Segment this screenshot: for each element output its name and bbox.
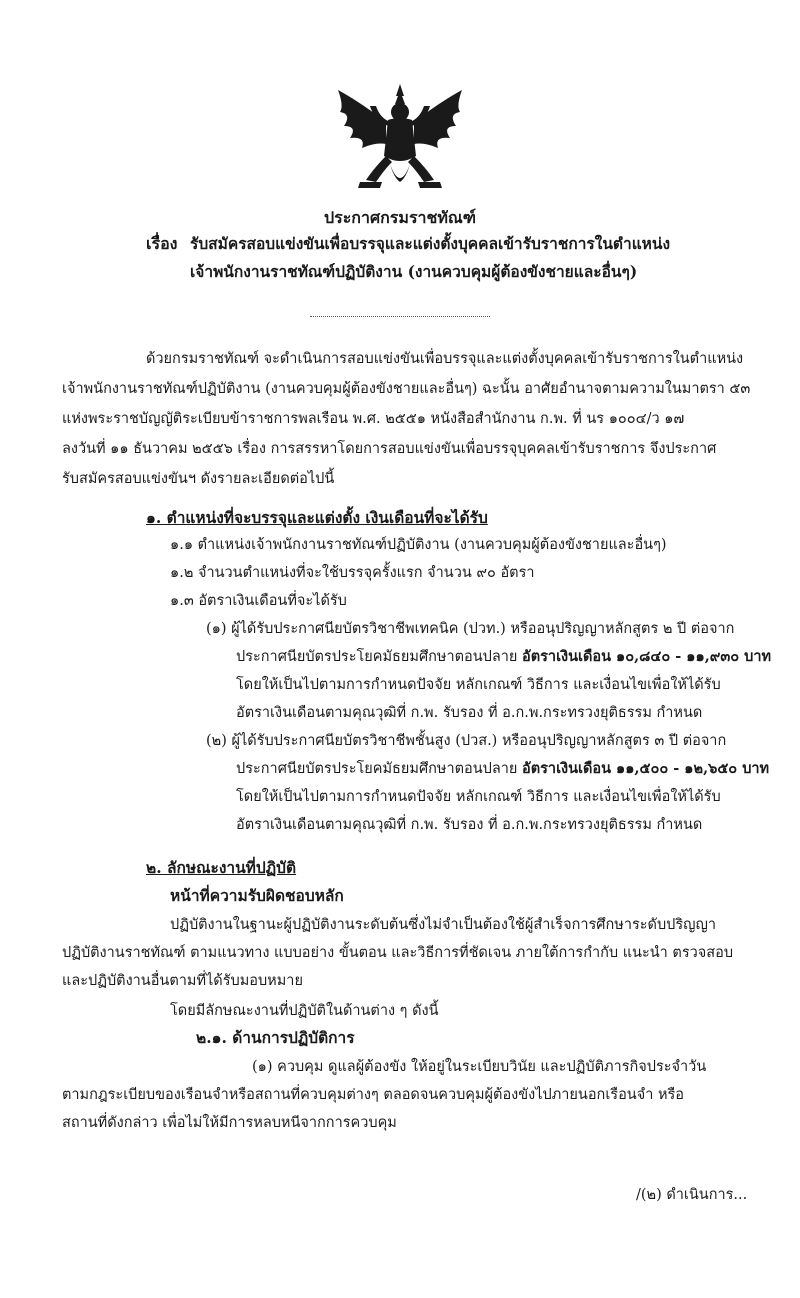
intro-line-5: รับสมัครสอบแข่งขันฯ ดังรายละเอียดต่อไปนี้ (62, 471, 335, 487)
salary-option-1-line-2 (236, 646, 771, 668)
salary-option-2-line-4: อัตราเงินเดือนตามคุณวุฒิที่ ก.พ. รับรอง ที่ อ.ก.พ.กระทรวงยุติธรรม กำหนด (236, 817, 703, 833)
salary-option-2-line-3: โดยให้เป็นไปตามการกำหนดปัจจัย หลักเกณฑ์ วิธีการ และเงื่อนไขเพื่อให้ได้รับ (236, 789, 721, 805)
subject-line-2: เจ้าพนักงานราชทัณฑ์ปฏิบัติงาน (งานควบคุมผู้ต้องขังชายและอื่นๆ) (190, 262, 638, 281)
salary-option-2-qualification: ประกาศนียบัตรประโยคมัธยมศึกษาตอนปลาย (236, 761, 523, 777)
section-1-item-1: ๑.๑ ตำแหน่งเจ้าพนักงานราชทัณฑ์ปฏิบัติงาน (งานควบคุมผู้ต้องขังชายและอื่นๆ) (170, 537, 667, 553)
salary-option-1-qualification: ประกาศนียบัตรประโยคมัธยมศึกษาตอนปลาย (236, 649, 523, 665)
salary-option-2-line-2 (236, 758, 769, 780)
duties-line-2: ปฏิบัติงานราชทัณฑ์ ตามแนวทาง แบบอย่าง ขั้นตอน และวิธีการที่ชัดเจน ภายใต้การกำกับ แนะนำ ตรวจสอบ (62, 945, 734, 961)
announcement-title: ประกาศกรมราชทัณฑ์ (323, 208, 477, 227)
operations-item-1-line-3: สถานที่ดังกล่าว เพื่อไม่ให้มีการหลบหนีจากการควบคุม (62, 1115, 397, 1131)
page-continuation: /(๒) ดำเนินการ... (636, 1187, 748, 1203)
intro-line-4: ลงวันที่ ๑๑ ธันวาคม ๒๕๕๖ เรื่อง การสรรหาโดยการสอบแข่งขันเพื่อบรรจุบุคคลเข้ารับราชการ จึงประกาศ (62, 441, 717, 457)
salary-option-2-rate: อัตราเงินเดือน ๑๑,๕๐๐ - ๑๒,๖๕๐ บาท (522, 760, 770, 777)
header-divider (310, 316, 490, 317)
subject-line-1: รับสมัครสอบแข่งขันเพื่อบรรจุและแต่งตั้งบุคคลเข้ารับราชการในตำแหน่ง (190, 234, 671, 253)
section-2-subheading: หน้าที่ความรับผิดชอบหลัก (170, 886, 344, 905)
salary-option-2-line-1: (๒) ผู้ได้รับประกาศนียบัตรวิชาชีพชั้นสูง (ปวส.) หรืออนุปริญญาหลักสูตร ๓ ปี ต่อจาก (206, 733, 727, 749)
garuda-emblem-icon (330, 82, 470, 200)
salary-option-1-rate: อัตราเงินเดือน ๑๐,๘๔๐ - ๑๑,๙๓๐ บาท (522, 648, 772, 665)
salary-option-1-line-4: อัตราเงินเดือนตามคุณวุฒิที่ ก.พ. รับรอง ที่ อ.ก.พ.กระทรวงยุติธรรม กำหนด (236, 705, 703, 721)
subject-label: เรื่อง (146, 234, 178, 253)
operations-heading: ๒.๑. ด้านการปฏิบัติการ (196, 1028, 355, 1047)
operations-item-1-line-2: ตามกฎระเบียบของเรือนจำหรือสถานที่ควบคุมต่างๆ ตลอดจนควบคุมผู้ต้องขังไปภายนอกเรือนจำ หรือ (62, 1087, 684, 1103)
salary-option-1-line-3: โดยให้เป็นไปตามการกำหนดปัจจัย หลักเกณฑ์ วิธีการ และเงื่อนไขเพื่อให้ได้รับ (236, 677, 721, 693)
section-2-heading: ๒. ลักษณะงานที่ปฏิบัติ (146, 858, 297, 877)
duties-line-3: และปฏิบัติงานอื่นตามที่ได้รับมอบหมาย (62, 973, 303, 989)
section-1-heading: ๑. ตำแหน่งที่จะบรรจุและแต่งตั้ง เงินเดือนที่จะได้รับ (146, 508, 488, 527)
intro-line-1: ด้วยกรมราชทัณฑ์ จะดำเนินการสอบแข่งขันเพื่อบรรจุและแต่งตั้งบุคคลเข้ารับราชการในตำแหน่ง (146, 351, 744, 367)
salary-option-1-line-1: (๑) ผู้ได้รับประกาศนียบัตรวิชาชีพเทคนิค (ปวท.) หรืออนุปริญญาหลักสูตร ๒ ปี ต่อจาก (206, 621, 735, 637)
intro-line-2: เจ้าพนักงานราชทัณฑ์ปฏิบัติงาน (งานควบคุมผู้ต้องขังชายและอื่นๆ) ฉะนั้น อาศัยอำนาจตามความในมาตรา ๕๓ (62, 381, 751, 397)
duties-intro: โดยมีลักษณะงานที่ปฏิบัติในด้านต่าง ๆ ดังนี้ (170, 1003, 439, 1019)
operations-item-1-line-1: (๑) ควบคุม ดูแลผู้ต้องขัง ให้อยู่ในระเบียบวินัย และปฏิบัติภารกิจประจำวัน (252, 1059, 707, 1075)
section-1-item-2: ๑.๒ จำนวนตำแหน่งที่จะใช้บรรจุครั้งแรก จำนวน ๙๐ อัตรา (170, 565, 535, 581)
duties-line-1: ปฏิบัติงานในฐานะผู้ปฏิบัติงานระดับต้นซึ่งไม่จำเป็นต้องใช้ผู้สำเร็จการศึกษาระดับปริญญา (170, 917, 717, 933)
section-1-item-3: ๑.๓ อัตราเงินเดือนที่จะได้รับ (170, 593, 347, 609)
intro-line-3: แห่งพระราชบัญญัติระเบียบข้าราชการพลเรือน พ.ศ. ๒๕๕๑ หนังสือสำนักงาน ก.พ. ที่ นร ๑๐๐๔/ว ๑๗ (62, 411, 685, 427)
